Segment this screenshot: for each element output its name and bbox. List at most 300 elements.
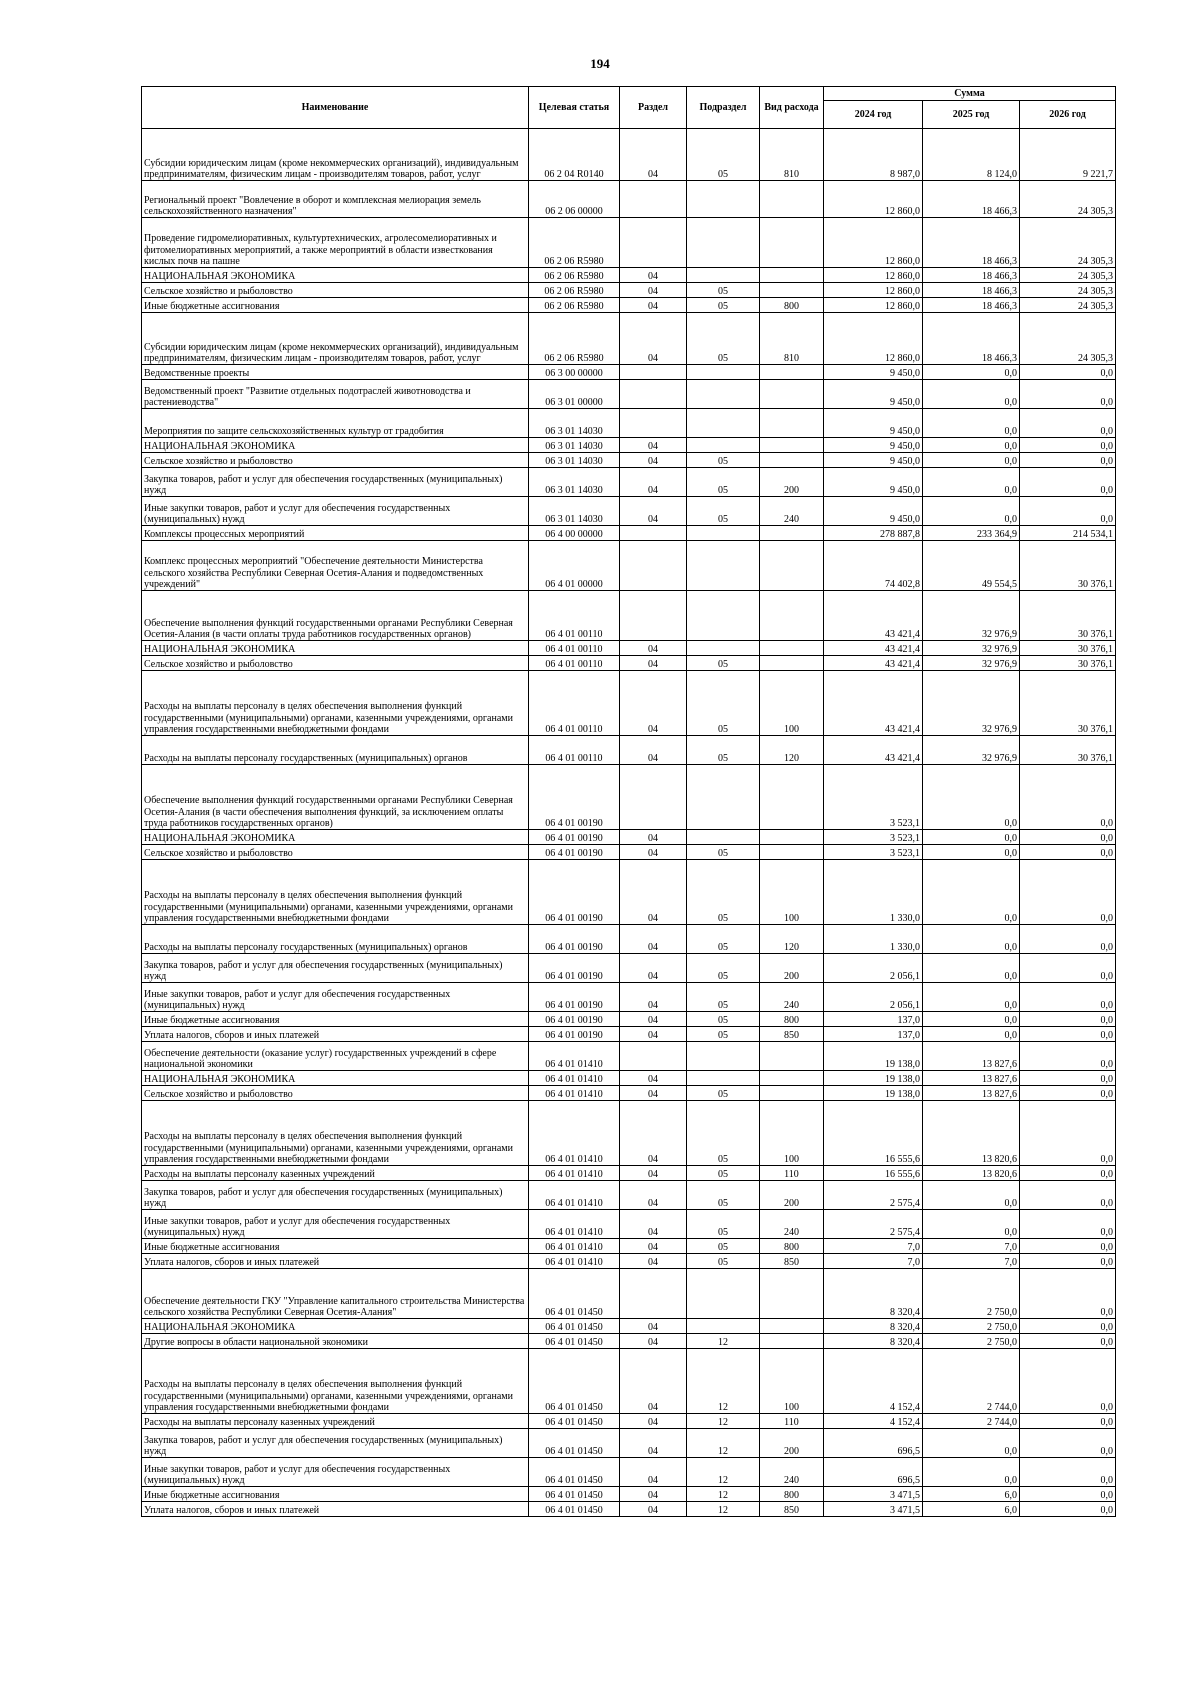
row-target-article: 06 2 06 R5980 xyxy=(529,268,620,283)
row-sum-2024: 12 860,0 xyxy=(824,298,923,313)
row-sum-2026: 24 305,3 xyxy=(1020,218,1116,268)
row-expense-type xyxy=(760,218,824,268)
row-target-article: 06 4 01 01450 xyxy=(529,1429,620,1458)
table-row xyxy=(142,925,1116,954)
row-target-article: 06 2 04 R0140 xyxy=(529,129,620,181)
table-row xyxy=(142,1071,1116,1086)
row-sum-2025: 13 827,6 xyxy=(923,1042,1020,1071)
row-expense-type: 850 xyxy=(760,1254,824,1269)
row-sum-2026: 0,0 xyxy=(1020,1458,1116,1487)
row-subsection: 05 xyxy=(687,1239,760,1254)
row-sum-2024: 9 450,0 xyxy=(824,497,923,526)
row-target-article: 06 4 01 01450 xyxy=(529,1487,620,1502)
row-section xyxy=(620,765,687,830)
row-name: НАЦИОНАЛЬНАЯ ЭКОНОМИКА xyxy=(142,438,529,453)
row-sum-2024: 1 330,0 xyxy=(824,925,923,954)
table-row xyxy=(142,1239,1116,1254)
row-sum-2026: 30 376,1 xyxy=(1020,591,1116,641)
row-expense-type xyxy=(760,438,824,453)
header-year-2024: 2024 год xyxy=(824,101,923,129)
row-target-article: 06 3 01 00000 xyxy=(529,380,620,409)
row-name: Иные закупки товаров, работ и услуг для обеспечения государственных (муниципальных) нужд xyxy=(142,1458,529,1487)
row-section xyxy=(620,409,687,438)
table-row xyxy=(142,438,1116,453)
row-name: Другие вопросы в области национальной экономики xyxy=(142,1334,529,1349)
row-name: НАЦИОНАЛЬНАЯ ЭКОНОМИКА xyxy=(142,641,529,656)
row-sum-2025: 0,0 xyxy=(923,765,1020,830)
row-target-article: 06 3 01 14030 xyxy=(529,453,620,468)
page-number: 194 xyxy=(590,56,610,71)
row-expense-type xyxy=(760,1086,824,1101)
table-row xyxy=(142,1166,1116,1181)
row-expense-type: 100 xyxy=(760,860,824,925)
row-expense-type: 800 xyxy=(760,1012,824,1027)
row-subsection xyxy=(687,438,760,453)
row-subsection: 05 xyxy=(687,468,760,497)
row-sum-2025: 0,0 xyxy=(923,468,1020,497)
row-sum-2026: 0,0 xyxy=(1020,1254,1116,1269)
row-sum-2025: 0,0 xyxy=(923,453,1020,468)
row-target-article: 06 3 00 00000 xyxy=(529,365,620,380)
row-name: Закупка товаров, работ и услуг для обеспечения государственных (муниципальных) нужд xyxy=(142,1429,529,1458)
row-section: 04 xyxy=(620,1027,687,1042)
row-sum-2026: 0,0 xyxy=(1020,438,1116,453)
table-row xyxy=(142,1042,1116,1071)
table-row xyxy=(142,591,1116,641)
row-section: 04 xyxy=(620,1071,687,1086)
row-sum-2026: 30 376,1 xyxy=(1020,656,1116,671)
row-sum-2025: 0,0 xyxy=(923,1429,1020,1458)
row-target-article: 06 4 01 01410 xyxy=(529,1042,620,1071)
row-sum-2025: 6,0 xyxy=(923,1487,1020,1502)
row-target-article: 06 4 01 01410 xyxy=(529,1101,620,1166)
table-row xyxy=(142,954,1116,983)
table-row xyxy=(142,1349,1116,1414)
row-name: Иные бюджетные ассигнования xyxy=(142,1012,529,1027)
row-sum-2024: 2 056,1 xyxy=(824,983,923,1012)
table-row xyxy=(142,1012,1116,1027)
row-subsection: 05 xyxy=(687,1027,760,1042)
table-row xyxy=(142,497,1116,526)
row-expense-type xyxy=(760,380,824,409)
row-sum-2025: 18 466,3 xyxy=(923,298,1020,313)
table-row xyxy=(142,845,1116,860)
row-sum-2025: 13 820,6 xyxy=(923,1166,1020,1181)
row-sum-2025: 0,0 xyxy=(923,497,1020,526)
table-row xyxy=(142,983,1116,1012)
row-target-article: 06 2 06 00000 xyxy=(529,181,620,218)
row-expense-type: 200 xyxy=(760,468,824,497)
row-subsection: 05 xyxy=(687,1254,760,1269)
row-section xyxy=(620,218,687,268)
row-sum-2026: 0,0 xyxy=(1020,1239,1116,1254)
row-section: 04 xyxy=(620,129,687,181)
row-name: Закупка товаров, работ и услуг для обеспечения государственных (муниципальных) нужд xyxy=(142,954,529,983)
row-section: 04 xyxy=(620,1458,687,1487)
row-subsection: 12 xyxy=(687,1334,760,1349)
row-name: Иные закупки товаров, работ и услуг для обеспечения государственных (муниципальных) нужд xyxy=(142,497,529,526)
row-sum-2024: 19 138,0 xyxy=(824,1071,923,1086)
row-sum-2026: 0,0 xyxy=(1020,830,1116,845)
table-row xyxy=(142,298,1116,313)
row-section: 04 xyxy=(620,438,687,453)
row-target-article: 06 4 01 00110 xyxy=(529,591,620,641)
table-row xyxy=(142,1086,1116,1101)
table-row xyxy=(142,541,1116,591)
row-sum-2025: 0,0 xyxy=(923,954,1020,983)
row-name: Сельское хозяйство и рыболовство xyxy=(142,845,529,860)
row-expense-type: 800 xyxy=(760,1487,824,1502)
row-sum-2026: 0,0 xyxy=(1020,1181,1116,1210)
row-target-article: 06 4 01 00110 xyxy=(529,671,620,736)
row-sum-2025: 13 827,6 xyxy=(923,1086,1020,1101)
row-target-article: 06 2 06 R5980 xyxy=(529,313,620,365)
row-section: 04 xyxy=(620,845,687,860)
row-subsection: 12 xyxy=(687,1458,760,1487)
row-expense-type xyxy=(760,1319,824,1334)
row-section: 04 xyxy=(620,1334,687,1349)
row-sum-2026: 214 534,1 xyxy=(1020,526,1116,541)
row-name: Субсидии юридическим лицам (кроме некоммерческих организаций), индивидуальным предпринимателям, физическим лицам - производителям товаров, работ, услуг xyxy=(142,129,529,181)
row-section: 04 xyxy=(620,983,687,1012)
row-sum-2024: 8 320,4 xyxy=(824,1334,923,1349)
row-expense-type: 810 xyxy=(760,313,824,365)
row-expense-type: 850 xyxy=(760,1027,824,1042)
row-name: НАЦИОНАЛЬНАЯ ЭКОНОМИКА xyxy=(142,1071,529,1086)
row-name: Обеспечение деятельности (оказание услуг) государственных учреждений в сфере национальной экономики xyxy=(142,1042,529,1071)
row-subsection: 12 xyxy=(687,1414,760,1429)
row-name: Иные закупки товаров, работ и услуг для обеспечения государственных (муниципальных) нужд xyxy=(142,1210,529,1239)
row-section xyxy=(620,526,687,541)
header-target-article: Целевая статья xyxy=(529,87,620,129)
row-name: Комплекс процессных мероприятий "Обеспечение деятельности Министерства сельского хозяйства Республики Северная Осетия-Алания и подведомственных учреждений" xyxy=(142,541,529,591)
row-sum-2024: 43 421,4 xyxy=(824,671,923,736)
row-sum-2025: 2 750,0 xyxy=(923,1269,1020,1319)
row-section: 04 xyxy=(620,468,687,497)
row-sum-2024: 4 152,4 xyxy=(824,1349,923,1414)
row-name: Расходы на выплаты персоналу в целях обеспечения выполнения функций государственными (муниципальными) органами, казенными учреждениями, органами управления государственными внебюджетными фондами xyxy=(142,860,529,925)
row-expense-type xyxy=(760,830,824,845)
row-expense-type xyxy=(760,1042,824,1071)
row-name: Ведомственные проекты xyxy=(142,365,529,380)
row-name: Проведение гидромелиоративных, культуртехнических, агролесомелиоративных и фитомелиоративных мероприятий, а также мероприятий в области известкования кислых почв на пашне xyxy=(142,218,529,268)
row-name: Расходы на выплаты персоналу в целях обеспечения выполнения функций государственными (муниципальными) органами, казенными учреждениями, органами управления государственными внебюджетными фондами xyxy=(142,671,529,736)
row-sum-2026: 0,0 xyxy=(1020,1487,1116,1502)
row-subsection: 05 xyxy=(687,1181,760,1210)
row-target-article: 06 4 01 00190 xyxy=(529,765,620,830)
row-sum-2026: 0,0 xyxy=(1020,1210,1116,1239)
row-target-article: 06 4 01 01450 xyxy=(529,1414,620,1429)
table-row xyxy=(142,1414,1116,1429)
row-name: Сельское хозяйство и рыболовство xyxy=(142,656,529,671)
row-expense-type: 200 xyxy=(760,954,824,983)
row-name: Иные закупки товаров, работ и услуг для обеспечения государственных (муниципальных) нужд xyxy=(142,983,529,1012)
header-subsection: Подраздел xyxy=(687,87,760,129)
row-sum-2024: 2 056,1 xyxy=(824,954,923,983)
row-subsection: 05 xyxy=(687,845,760,860)
row-section: 04 xyxy=(620,925,687,954)
row-name: Расходы на выплаты персоналу государственных (муниципальных) органов xyxy=(142,925,529,954)
row-name: Закупка товаров, работ и услуг для обеспечения государственных (муниципальных) нужд xyxy=(142,468,529,497)
row-sum-2025: 2 750,0 xyxy=(923,1334,1020,1349)
row-section: 04 xyxy=(620,860,687,925)
row-expense-type xyxy=(760,526,824,541)
table-row xyxy=(142,409,1116,438)
row-subsection: 05 xyxy=(687,925,760,954)
row-sum-2025: 7,0 xyxy=(923,1239,1020,1254)
row-target-article: 06 4 01 01450 xyxy=(529,1502,620,1517)
row-sum-2025: 0,0 xyxy=(923,860,1020,925)
row-expense-type: 100 xyxy=(760,1349,824,1414)
row-sum-2026: 0,0 xyxy=(1020,1042,1116,1071)
row-name: Обеспечение выполнения функций государственными органами Республики Северная Осетия-Алания (в части обеспечения выполнения функций, за исключением оплаты труда работников государственных органов) xyxy=(142,765,529,830)
table-row xyxy=(142,671,1116,736)
row-target-article: 06 4 01 00190 xyxy=(529,954,620,983)
row-subsection xyxy=(687,526,760,541)
row-sum-2026: 0,0 xyxy=(1020,453,1116,468)
header-year-2026: 2026 год xyxy=(1020,101,1116,129)
row-target-article: 06 4 01 01410 xyxy=(529,1210,620,1239)
header-year-2025: 2025 год xyxy=(923,101,1020,129)
row-section: 04 xyxy=(620,1487,687,1502)
table-row xyxy=(142,380,1116,409)
row-expense-type xyxy=(760,1334,824,1349)
row-expense-type: 810 xyxy=(760,129,824,181)
row-expense-type xyxy=(760,365,824,380)
row-name: Расходы на выплаты персоналу государственных (муниципальных) органов xyxy=(142,736,529,765)
row-sum-2024: 2 575,4 xyxy=(824,1181,923,1210)
row-sum-2025: 0,0 xyxy=(923,1458,1020,1487)
row-section: 04 xyxy=(620,1429,687,1458)
row-subsection: 05 xyxy=(687,954,760,983)
row-sum-2024: 9 450,0 xyxy=(824,409,923,438)
row-name: Уплата налогов, сборов и иных платежей xyxy=(142,1254,529,1269)
row-name: НАЦИОНАЛЬНАЯ ЭКОНОМИКА xyxy=(142,830,529,845)
row-subsection: 05 xyxy=(687,671,760,736)
row-sum-2025: 18 466,3 xyxy=(923,268,1020,283)
row-expense-type: 120 xyxy=(760,925,824,954)
row-section: 04 xyxy=(620,497,687,526)
row-sum-2026: 0,0 xyxy=(1020,954,1116,983)
table-row xyxy=(142,129,1116,181)
table-row xyxy=(142,1181,1116,1210)
row-expense-type: 800 xyxy=(760,1239,824,1254)
row-sum-2025: 32 976,9 xyxy=(923,591,1020,641)
row-sum-2025: 0,0 xyxy=(923,925,1020,954)
table-row xyxy=(142,1101,1116,1166)
row-section: 04 xyxy=(620,1239,687,1254)
table-row xyxy=(142,268,1116,283)
row-sum-2025: 7,0 xyxy=(923,1254,1020,1269)
row-section: 04 xyxy=(620,268,687,283)
table-row xyxy=(142,1210,1116,1239)
row-sum-2024: 3 471,5 xyxy=(824,1487,923,1502)
header-section: Раздел xyxy=(620,87,687,129)
row-expense-type: 240 xyxy=(760,497,824,526)
table-row xyxy=(142,218,1116,268)
row-sum-2024: 12 860,0 xyxy=(824,268,923,283)
row-subsection xyxy=(687,765,760,830)
row-target-article: 06 4 01 00190 xyxy=(529,1012,620,1027)
row-expense-type: 200 xyxy=(760,1181,824,1210)
row-name: Обеспечение выполнения функций государственными органами Республики Северная Осетия-Алания (в части оплаты труда работников государственных органов) xyxy=(142,591,529,641)
row-sum-2026: 24 305,3 xyxy=(1020,313,1116,365)
row-target-article: 06 4 01 00190 xyxy=(529,830,620,845)
row-name: Расходы на выплаты персоналу казенных учреждений xyxy=(142,1166,529,1181)
row-section: 04 xyxy=(620,671,687,736)
row-sum-2025: 32 976,9 xyxy=(923,671,1020,736)
row-name: Уплата налогов, сборов и иных платежей xyxy=(142,1027,529,1042)
table-row xyxy=(142,1487,1116,1502)
row-section: 04 xyxy=(620,453,687,468)
row-name: Расходы на выплаты персоналу в целях обеспечения выполнения функций государственными (муниципальными) органами, казенными учреждениями, органами управления государственными внебюджетными фондами xyxy=(142,1101,529,1166)
row-expense-type: 120 xyxy=(760,736,824,765)
row-section: 04 xyxy=(620,830,687,845)
row-sum-2026: 0,0 xyxy=(1020,1012,1116,1027)
row-name: Мероприятия по защите сельскохозяйственных культур от градобития xyxy=(142,409,529,438)
row-name: Обеспечение деятельности ГКУ "Управление капитального строительства Министерства сельского хозяйства Республики Северная Осетия-Алания" xyxy=(142,1269,529,1319)
row-subsection: 05 xyxy=(687,736,760,765)
row-sum-2026: 24 305,3 xyxy=(1020,298,1116,313)
row-name: Сельское хозяйство и рыболовство xyxy=(142,453,529,468)
row-expense-type: 100 xyxy=(760,671,824,736)
row-sum-2026: 24 305,3 xyxy=(1020,268,1116,283)
row-subsection: 12 xyxy=(687,1349,760,1414)
row-expense-type xyxy=(760,283,824,298)
row-sum-2025: 233 364,9 xyxy=(923,526,1020,541)
row-sum-2026: 0,0 xyxy=(1020,983,1116,1012)
row-sum-2024: 137,0 xyxy=(824,1012,923,1027)
row-name: Расходы на выплаты персоналу в целях обеспечения выполнения функций государственными (муниципальными) органами, казенными учреждениями, органами управления государственными внебюджетными фондами xyxy=(142,1349,529,1414)
row-sum-2025: 18 466,3 xyxy=(923,181,1020,218)
row-sum-2026: 0,0 xyxy=(1020,1269,1116,1319)
row-target-article: 06 2 06 R5980 xyxy=(529,218,620,268)
row-name: НАЦИОНАЛЬНАЯ ЭКОНОМИКА xyxy=(142,1319,529,1334)
row-expense-type xyxy=(760,541,824,591)
row-sum-2026: 0,0 xyxy=(1020,845,1116,860)
row-sum-2024: 43 421,4 xyxy=(824,641,923,656)
table-body xyxy=(142,129,1116,1517)
row-sum-2024: 12 860,0 xyxy=(824,283,923,298)
table-row xyxy=(142,765,1116,830)
row-target-article: 06 3 01 14030 xyxy=(529,438,620,453)
row-sum-2026: 30 376,1 xyxy=(1020,736,1116,765)
row-sum-2024: 2 575,4 xyxy=(824,1210,923,1239)
row-expense-type xyxy=(760,765,824,830)
table-row xyxy=(142,736,1116,765)
header-name: Наименование xyxy=(142,87,529,129)
row-sum-2025: 0,0 xyxy=(923,830,1020,845)
row-sum-2024: 278 887,8 xyxy=(824,526,923,541)
row-sum-2024: 3 523,1 xyxy=(824,845,923,860)
row-target-article: 06 4 01 00000 xyxy=(529,541,620,591)
row-sum-2026: 0,0 xyxy=(1020,1166,1116,1181)
row-sum-2026: 0,0 xyxy=(1020,1334,1116,1349)
row-sum-2026: 0,0 xyxy=(1020,765,1116,830)
row-sum-2025: 0,0 xyxy=(923,1012,1020,1027)
row-expense-type xyxy=(760,591,824,641)
row-section: 04 xyxy=(620,313,687,365)
row-sum-2026: 0,0 xyxy=(1020,365,1116,380)
row-target-article: 06 4 01 00110 xyxy=(529,656,620,671)
row-target-article: 06 4 01 01410 xyxy=(529,1166,620,1181)
table-row xyxy=(142,468,1116,497)
row-section: 04 xyxy=(620,1254,687,1269)
row-sum-2026: 0,0 xyxy=(1020,497,1116,526)
row-subsection: 05 xyxy=(687,298,760,313)
row-subsection: 05 xyxy=(687,497,760,526)
row-subsection: 05 xyxy=(687,129,760,181)
row-sum-2024: 1 330,0 xyxy=(824,860,923,925)
row-name: Сельское хозяйство и рыболовство xyxy=(142,283,529,298)
row-target-article: 06 4 01 01410 xyxy=(529,1181,620,1210)
row-sum-2025: 0,0 xyxy=(923,380,1020,409)
row-subsection: 05 xyxy=(687,1166,760,1181)
row-section xyxy=(620,1042,687,1071)
row-subsection xyxy=(687,268,760,283)
table-row xyxy=(142,641,1116,656)
row-expense-type xyxy=(760,1269,824,1319)
row-sum-2024: 696,5 xyxy=(824,1429,923,1458)
row-sum-2025: 2 750,0 xyxy=(923,1319,1020,1334)
row-sum-2024: 9 450,0 xyxy=(824,468,923,497)
row-sum-2026: 0,0 xyxy=(1020,1429,1116,1458)
row-subsection xyxy=(687,541,760,591)
row-sum-2026: 0,0 xyxy=(1020,860,1116,925)
row-subsection: 12 xyxy=(687,1429,760,1458)
row-name: Сельское хозяйство и рыболовство xyxy=(142,1086,529,1101)
row-subsection: 05 xyxy=(687,313,760,365)
row-expense-type xyxy=(760,409,824,438)
row-sum-2026: 24 305,3 xyxy=(1020,283,1116,298)
table-row xyxy=(142,1027,1116,1042)
row-expense-type xyxy=(760,268,824,283)
row-target-article: 06 4 01 01410 xyxy=(529,1071,620,1086)
row-sum-2026: 0,0 xyxy=(1020,1027,1116,1042)
row-sum-2026: 0,0 xyxy=(1020,409,1116,438)
row-section xyxy=(620,541,687,591)
row-sum-2025: 32 976,9 xyxy=(923,641,1020,656)
row-section xyxy=(620,181,687,218)
row-target-article: 06 4 01 01450 xyxy=(529,1269,620,1319)
row-section xyxy=(620,380,687,409)
row-section: 04 xyxy=(620,1181,687,1210)
row-section xyxy=(620,591,687,641)
row-subsection: 05 xyxy=(687,1101,760,1166)
table-row xyxy=(142,656,1116,671)
row-sum-2025: 18 466,3 xyxy=(923,313,1020,365)
row-subsection xyxy=(687,409,760,438)
row-sum-2024: 9 450,0 xyxy=(824,453,923,468)
row-subsection: 05 xyxy=(687,1012,760,1027)
row-subsection: 05 xyxy=(687,860,760,925)
row-subsection xyxy=(687,1269,760,1319)
table-row xyxy=(142,1458,1116,1487)
row-target-article: 06 2 06 R5980 xyxy=(529,298,620,313)
row-sum-2025: 18 466,3 xyxy=(923,218,1020,268)
row-sum-2026: 0,0 xyxy=(1020,1071,1116,1086)
table-row xyxy=(142,1269,1116,1319)
row-subsection xyxy=(687,218,760,268)
table-row xyxy=(142,1429,1116,1458)
row-sum-2026: 0,0 xyxy=(1020,1349,1116,1414)
row-expense-type: 800 xyxy=(760,298,824,313)
row-expense-type xyxy=(760,845,824,860)
row-sum-2026: 0,0 xyxy=(1020,925,1116,954)
row-sum-2025: 6,0 xyxy=(923,1502,1020,1517)
row-sum-2024: 3 523,1 xyxy=(824,765,923,830)
row-sum-2026: 0,0 xyxy=(1020,1086,1116,1101)
